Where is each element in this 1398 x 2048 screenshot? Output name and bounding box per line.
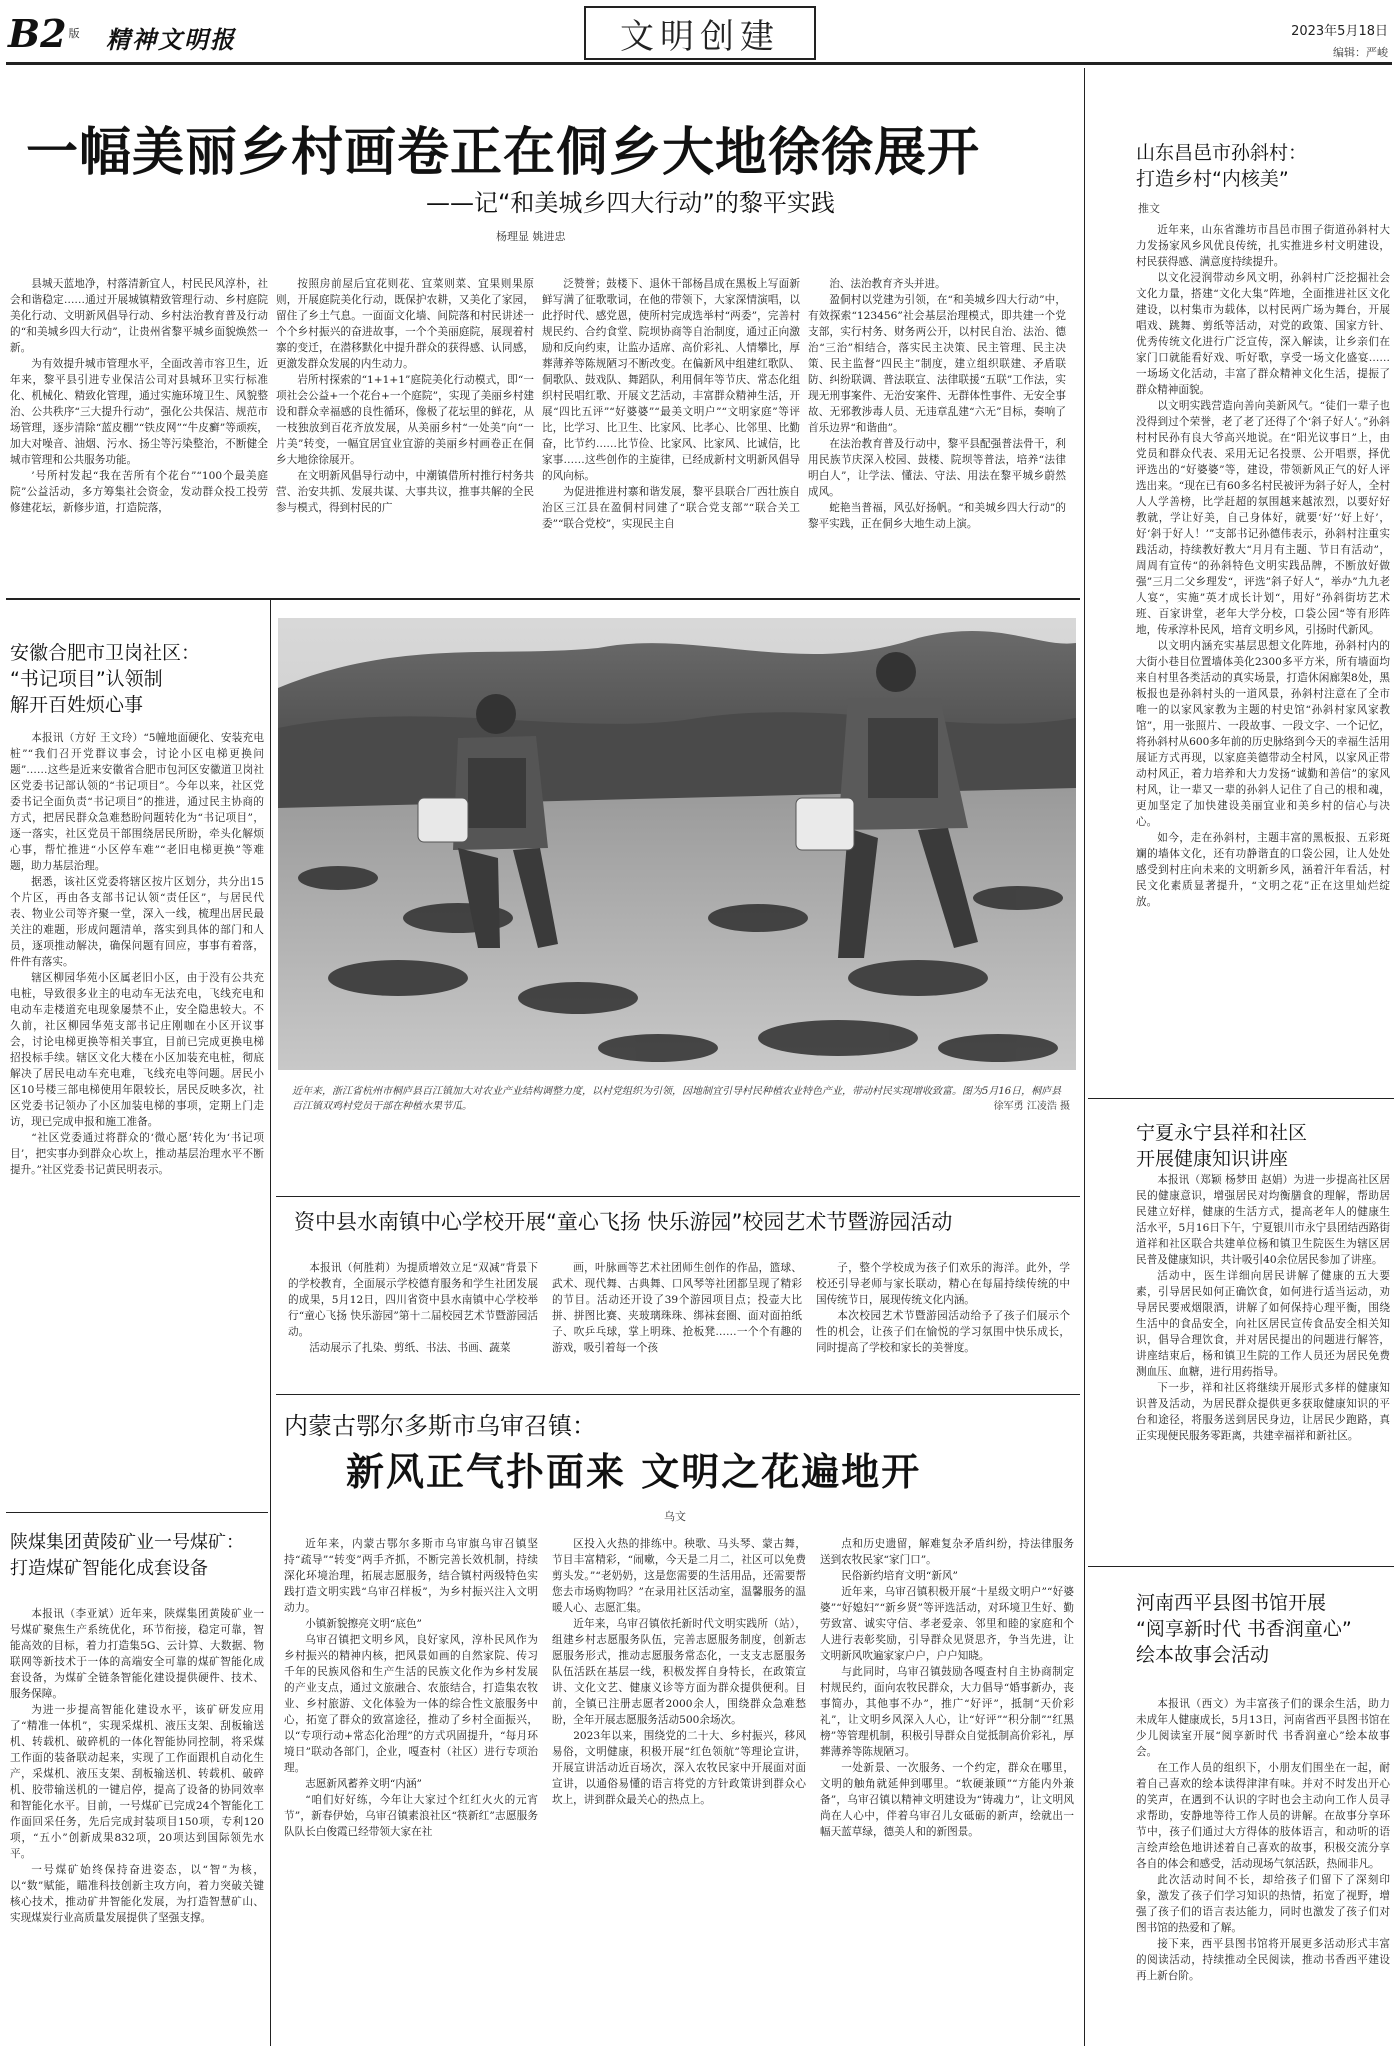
paragraph: 本报讯（何胜莉）为提质增效立足“双减”背景下的学校教育，全面展示学校德育服务和学生社团发展的成果，5月12日，四川省资中县水南镇中心学校举行“童心飞扬 快乐游园”第十二届校园艺术节暨游园活动。 bbox=[288, 1262, 538, 1338]
paragraph: 民俗新约培育文明“新风” bbox=[841, 1570, 958, 1582]
paragraph: 以文明内涵充实基层思想文化阵地，孙斜村内的大街小巷目位置墙体美化2300多平方米，所有墙面均来自村里各类活动的真实场景，打造休闲廊架8处，黑板报也是孙斜村头的一道风景，孙斜村注意在了全市唯一的以家风家教为主题的村史馆“孙斜村家风家教馆”，用一张照片、一段故事、一段文字、一个记忆，将孙斜村从600多年前的历史脉络到今天的幸福生活用展证方式再现，以家庭美德带动全村风，以家风正带动村风正，着力培养和大力发扬“诚勤和善信”的家风村风，让一辈又一辈的孙斜人记住了自己的根和魂，更加坚定了加快建设美丽宜业和美乡村的信心与决心。 bbox=[1136, 640, 1390, 828]
paragraph: 在法治教育普及行动中，黎平县配强普法骨干，利用民族节庆深入校园、鼓楼、院坝等普法，培养“法律明白人”，让学法、懂法、守法、用法在黎平城乡蔚然成风。 bbox=[808, 438, 1066, 498]
school-col-3 bbox=[816, 1260, 1070, 1386]
paragraph: 活动中，医生详细向居民讲解了健康的五大要素，引导居民如何正确饮食，如何进行适当运动，劝导居民要戒烟限酒，讲解了如何保持心理平衡，围绕生活中的食品安全，向社区居民宣传食品安全相关知识，倡导合理饮食，并对居民提出的问题进行解答，讲座结束后，杨和镇卫生院的工作人员还为居民免费测血压、血糖，进行用药指导。 bbox=[1136, 1270, 1390, 1378]
paragraph: 在文明新风倡导行动中，中潮镇借所村推行村务共营、治安共抓、发展共谋、大事共议，推事共解的全民参与模式，得到村民的广 bbox=[276, 470, 534, 514]
paragraph: 在工作人员的组织下，小朋友们围坐在一起，耐着自己喜欢的绘本读得津津有味。并对不时发出开心的笑声，在遇到不认识的字时也会主动向工作人员寻求帮助，安静地等待工作人员的讲解。在故事分享环节中，孩子们通过大方得体的肢体语言，和动听的语言绘声绘色地讲述着自己喜欢的故事，积极交流分享各自的体会和感受，活动现场气氛活跃，热闹非凡。 bbox=[1136, 1762, 1390, 1870]
left-column-divider bbox=[270, 600, 271, 2046]
sidebar-top-title: 山东昌邑市孙斜村： 打造乡村“内核美” bbox=[1136, 142, 1308, 190]
header-rule bbox=[6, 62, 1392, 65]
paragraph: 本报讯（李亚斌）近年来，陕煤集团黄陵矿业一号煤矿聚焦生产系统优化，环节衔接，稳定可靠，智能高效的目标，着力打造集5G、云计算、大数据、物联网等新技术于一体的高端安全可靠的煤矿智能化成套设备，为煤矿全链条智能化建设提供硬件、技术、服务保障。 bbox=[10, 1608, 264, 1700]
school-col-2 bbox=[552, 1260, 802, 1386]
mongolia-col-3 bbox=[820, 1536, 1074, 2040]
sidebar-bot-body bbox=[1136, 1696, 1390, 2040]
paragraph: 蛇艳当普福，风弘好扬帆。“和美城乡四大行动”的黎平实践，正在侗乡大地生动上演。 bbox=[808, 502, 1066, 530]
paragraph: 乌审召镇把文明乡风，良好家风，淳朴民风作为乡村振兴的精神内核，把风景如画的自然家院、传习千年的民族风俗和生产生活的民族文化作为乡村发展的产业支点，通过文旅融合、农旅结合，打造集农牧业、乡村旅游、文化体验为一体的综合性文旅服务中心，拓宽了群众的致富途径，推动了乡村全面振兴，以“专项行动+常态化治理”的方式巩固提升，“每月环境日”联动各部门，企业，嘎查村（社区）进行专项治理。 bbox=[284, 1634, 538, 1774]
paragraph: 如今，走在孙斜村，主题丰富的黑板报、五彩斑斓的墙体文化，还有功静谐直的口袋公园，让人处处感受到村庄向未来的文明新乡风，涵着汗年看活，村民文化素质显著提升，“文明之花”正在这里灿烂绽放。 bbox=[1136, 832, 1390, 908]
paragraph: 2023年以来，围绕党的二十大、乡村振兴，移风易俗，文明健康，积极开展“红色领航”等理论宣讲，开展宣讲活动近百场次，深入农牧民家中开展面对面宣讲，以通俗易懂的语言将党的方针政策讲到群众心坎上，讲到群众最关心的热点上。 bbox=[552, 1730, 806, 1806]
paragraph: 岩所村探索的“1+1+1”庭院美化行动模式，即“一项社会公益+一个花台+一个庭院”，实现了美丽乡村建设和群众幸福感的良性循环，像极了花坛里的鲜花，从一枝独放到百花齐放发展，从美丽乡村“一处美”向“一片美”转变，一幅宜居宜业宜游的美丽乡村画卷正在侗乡大地徐徐展开。 bbox=[276, 374, 534, 466]
paragraph: 活动展示了扎染、剪纸、书法、书画、蔬菜 bbox=[309, 1342, 511, 1354]
paragraph: 近年来，乌审召镇依托新时代文明实践所（站），组建乡村志愿服务队伍，完善志愿服务制度，创新志愿服务形式，推动志愿服务常态化，一支支志愿服务队伍活跃在基层一线，积极发挥自身特长，在政策宣讲、文化文艺、健康义诊等方面为群众提供便利。目前，全镇已注册志愿者2000余人，围绕群众急难愁盼，全年开展志愿服务活动500余场次。 bbox=[552, 1618, 806, 1726]
sidebar-bot-title: 河南西平县图书馆开展 “阅享新时代 书香润童心” 绘本故事会活动 bbox=[1136, 1592, 1352, 1666]
paragraph: 为进一步提高智能化建设水平，该矿研发应用了“精准一体机”，实现采煤机、液压支架、刮板输送机、转载机、破碎机的一体化智能协同控制，将采煤工作面的装备联动起来，实现了工作面跟机自动化生产，采煤机、液压支架、刮板输送机、转载机、破碎机、胶带输送机的一键启停，提高了设备的协同效率和智能化水平。目前，一号煤矿已完成24个智能化工作面回采任务，先后完成封装项目150项，专利120项，“五小”创新成果832项，20项达到国际领先水平。 bbox=[10, 1704, 264, 1860]
paragraph: 子，整个学校成为孩子们欢乐的海洋。此外，学校还引导老师与家长联动，精心在每届持续传统的中国传统节日，展现传统文化内涵。 bbox=[816, 1262, 1070, 1306]
paragraph: 治、法治教育齐头并进。 bbox=[829, 278, 946, 290]
paragraph: 本报讯（郑颖 杨梦田 赵娟）为进一步提高社区居民的健康意识，增强居民对均衡膳食的理解，帮助居民建立好样，健康的生活方式，提高老年人的健康生活水平，5月16日下午，宁夏银川市永宁县团结西路街道祥和社区联合共建单位杨和镇卫生院医生为辖区居民普及健康知识，共计吸引40余位居民参加了讲座。 bbox=[1136, 1174, 1390, 1266]
school-col-1 bbox=[288, 1260, 538, 1386]
mongolia-headline: 新风正气扑面来 文明之花遍地开 bbox=[346, 1450, 922, 1494]
article-text bbox=[284, 1536, 538, 1840]
paragraph: 画，叶脉画等艺术社团师生创作的作品，篮球、武术、现代舞、古典舞、口风琴等社团都呈现了精彩的节目。活动还开设了39个游园项目点；投壶大比拼、拼图比赛、夹玻璃珠珠、绑袜套圈、面对面拍纸子、吹乒乓球，掌上明珠、抢板凳……一个个有趣的游戏，吸引着每一个孩 bbox=[552, 1262, 802, 1354]
issue-date: 2023年5月18日 bbox=[1291, 24, 1388, 39]
paragraph: 为有效提升城市管理水平，全面改善市容卫生，近年来，黎平县引进专业保洁公司对县城环卫实行标准化、机械化、精致化管理，通过实施环境卫生、风貌整治、公共秩序“三大提升行动”，强化公共保洁、规范市场管理，逐步清除“蓝皮棚”“铁皮网”“牛皮癣”等顽疾，加大对噪音、油烟、污水、扬尘等污染整治，不断健全城市管理和公共服务功能。 bbox=[10, 358, 268, 466]
feature-photo bbox=[278, 618, 1076, 1070]
lead-byline: 杨理显 姚进忠 bbox=[496, 230, 566, 243]
left-top-rule bbox=[6, 1512, 268, 1513]
article-text bbox=[10, 730, 264, 1178]
editor-credit: 编辑：严峻 bbox=[1333, 46, 1388, 59]
paragraph: 点和历史遗留，解难复杂矛盾纠纷，持法律服务送到农牧民家“家门口”。 bbox=[820, 1538, 1074, 1566]
article-text bbox=[1136, 222, 1390, 910]
school-bottom-rule bbox=[276, 1394, 1080, 1395]
paragraph: 县城天蓝地净，村落清新宜人，村民民风淳朴，社会和谐稳定……通过开展城镇精致管理行动、乡村庭院美化行动、文明新风倡导行动、乡村法治教育普及行动的“和美城乡四大行动”，让贵州省黎平城乡面貌焕然一新。 bbox=[10, 278, 268, 354]
paragraph: 按照房前屋后宜花则花、宜菜则菜、宜果则果原则，开展庭院美化行动，既保护农耕，又美化了家园，留住了乡土气息。一面面文化墙、间院落和村民讲述一个个乡村振兴的奋进故事，一个个美丽庭院，展现着村寨的变迁，在潜移默化中提升群众的获得感、认同感，更激发群众发展的内生动力。 bbox=[276, 278, 534, 370]
school-headline: 资中县水南镇中心学校开展“童心飞扬 快乐游园”校园艺术节暨游园活动 bbox=[294, 1210, 953, 1234]
article-text bbox=[542, 276, 800, 532]
mongolia-byline: 乌文 bbox=[664, 1510, 686, 1523]
paragraph: 一号煤矿始终保持奋进姿态，以“智”为核，以“数”赋能，瞄准科技创新主攻方向，着力突破关键核心技术，推动矿井智能化发展，为打造智慧矿山、实现煤炭行业高质量发展提供了坚强支撑。 bbox=[10, 1864, 264, 1924]
paragraph: 此次活动时间不长，却给孩子们留下了深刻印象，激发了孩子们学习知识的热情，拓宽了视野，增强了孩子们的语言表达能力，同时也激发了孩子们对图书馆的热爱和了解。 bbox=[1136, 1874, 1390, 1934]
paragraph: 下一步，祥和社区将继续开展形式多样的健康知识普及活动，为居民群众提供更多获取健康知识的平台和途径，将服务送到居民身边，让居民少跑路，真正实现便民服务零距离，共建幸福祥和新社区。 bbox=[1136, 1382, 1390, 1442]
article-text bbox=[1136, 1696, 1390, 1984]
left-bot-body bbox=[10, 1606, 264, 2040]
lead-col-1 bbox=[10, 276, 268, 546]
left-top-body bbox=[10, 730, 264, 1416]
paragraph: 辖区柳园华苑小区属老旧小区，由于没有公共充电桩，导致很多业主的电动车无法充电，飞线充电和电动车走楼道充电现象屡禁不止，安全隐患较大。不久前，社区柳园华苑支部书记庄刚咖在小区开议事会，讨论电梯更换等相关事宜，目前已完成更换电梯招投标手续。辖区文化大楼在小区加装充电桩，彻底解决了居民电动车充电难，飞线充电等问题。居民小区10号楼三部电梯使用年限较长，居民反映多次，社区党委书记领办了小区加装电梯的事项，定期上门走访，现已完成申报和施工准备。 bbox=[10, 972, 264, 1128]
farm-workers-photo bbox=[278, 618, 1076, 1070]
lead-subhead: ——记“和美城乡四大行动”的黎平实践 bbox=[426, 189, 835, 217]
paragraph: 据悉，该社区党委将辖区按片区划分，共分出15个片区，再由各支部书记认领“责任区”，与居民代表、物业公司等齐聚一堂，深入一线，梳理出居民最关注的难题，形成问题清单，落实到具体的部门和人员，逐项推动解决，确保问题有回应，事事有着落，件件有落实。 bbox=[10, 876, 264, 968]
photo-credit: 徐军勇 江凌浩 摄 bbox=[993, 1101, 1070, 1112]
mongolia-col-2 bbox=[552, 1536, 806, 2040]
mongolia-col-1 bbox=[284, 1536, 538, 2040]
article-text bbox=[552, 1536, 806, 1808]
lead-bottom-rule bbox=[6, 598, 1080, 600]
paragraph: 接下来，西平县图书馆将开展更多活动形式丰富的阅读活动，持续推动全民阅读，推动书香西平建设再上新台阶。 bbox=[1136, 1938, 1390, 1982]
article-text bbox=[552, 1260, 802, 1356]
article-text bbox=[816, 1260, 1070, 1356]
sidebar-divider bbox=[1084, 68, 1085, 2046]
article-text bbox=[808, 276, 1066, 532]
paragraph: 近年来，山东省潍坊市昌邑市围子街道孙斜村大力发扬家风乡风优良传统，扎实推进乡村文明建设，村民获得感、满意度持续提升。 bbox=[1136, 224, 1390, 268]
sidebar-top-body bbox=[1136, 222, 1390, 1074]
paragraph: 以文明实践营造向善向美新风气。“徒们一辈子也没得到过个荣誉，老了老了还得了个‘斜子好人’。”孙斜村村民孙有良大爷高兴地说。在“阳光议事日”上，由党员和群众代表、采用无记名投票、公开唱票，择优评选出的“好婆婆”等，建设，带领新风正气的好人评选出来。“现在已有60多名村民被评为斜子好人，全村人人学善榜，比学赶超的氛围越来越浓烈，以要好好教就，学让好美，自己身体好，就要‘好’‘好上好’，好‘斜于好人！’”支部书记孙德伟表示，孙斜村注重实践活动，持续教好教大“月月有主题、节日有活动”，周周有宣传“的孙斜特色文明实践品牌，不断放好做强”三月二父乡理发“，评选”斜子好人“，举办”九九老人宴“，实施”英才成长计划“，用好”孙斜街坊艺术班、百家讲堂，老年大学分校，口袋公园“等有形阵地，传承淳朴民风，培育文明乡风，引扬时代新风。 bbox=[1136, 400, 1390, 636]
paragraph: 为促进推进村寨和谐发展，黎平县联合厂西壮族自治区三江县在盈侗村同建了“联合党支部”“联合关工委”“联合党校”，实现民主自 bbox=[542, 486, 800, 530]
mongolia-kicker: 内蒙古鄂尔多斯市乌审召镇： bbox=[284, 1412, 596, 1440]
article-text bbox=[10, 276, 268, 516]
paragraph: 本报讯（方好 王文玲）“5幢地面硬化、安装充电桩”“我们召开党群议事会，讨论小区电梯更换问题”……这些是近来安徽省合肥市包河区安徽道卫岗社区党委书记部认领的“书记项目”。今年以来，社区党委书记全面负责“书记项目”的推进，通过民主协商的方式，把居民群众急难愁盼问题转化为“书记项目”，逐一落实，社区党员干部围绕居民所盼，牵头化解烦心事，帮忙推进“小区停车难”“老旧电梯更换”等难题，助力基层治理。 bbox=[10, 732, 264, 872]
paragraph: 本次校园艺术节暨游园活动给予了孩子们展示个性的机会，让孩子们在愉悦的学习氛围中快乐成长，同时提高了学校和家长的美誉度。 bbox=[816, 1310, 1070, 1354]
paragraph: 小镇新貌擦亮文明“底色” bbox=[305, 1618, 422, 1630]
paragraph: 以文化浸润带动乡风文明，孙斜村广泛挖掘社会文化力量，搭建“文化大集”阵地，全面推进社区文化建设，以村集市为载体，以村民两广场为舞台，开展唱戏、跳舞、剪纸等活动，对党的政策、国家方针、优秀传统文化进行广泛宣传，深入解读，让乡亲们在家门口就能看好戏、听好歌，享受一场文化盛宴……一场场文化活动，丰富了群众精神文化生活，提振了群众精神面貌。 bbox=[1136, 272, 1390, 396]
lead-headline: 一幅美丽乡村画卷正在侗乡大地徐徐展开 bbox=[26, 123, 981, 183]
lead-col-3 bbox=[542, 276, 800, 546]
paragraph: 盈侗村以党建为引领，在“和美城乡四大行动”中，有效探索“123456”社会基层治理模式，即共建一个党支部，实行村务、财务两公开，以村民自治、法治、德治“三治”相结合，落实民主决策、民主管理、民主决策、民主监督“四民主”制度，建立组织联建、矛盾联防、纠纷联调、普法联宣、法律联援“五联”工作法，实现无刑事案件、无治安案件、无群体性事件、无安全事故、无邪教涉毒人员、无违章乱建“六无”目标，奏响了首乐边界“和谐曲”。 bbox=[808, 294, 1066, 434]
article-text bbox=[820, 1536, 1074, 1840]
section-title: 文明创建 bbox=[584, 6, 816, 60]
article-text bbox=[10, 1606, 264, 1926]
paragraph: 一处新景、一次服务、一个约定，群众在哪里，文明的触角就延伸到哪里。“软硬兼顾”“方能内外兼备”，乌审召镇以精神文明建设为“铸魂力”，让文明风尚在人心中，伴着乌审召儿女砥砺的新声，绘就出一幅天蓝草绿，德美人和的新图景。 bbox=[820, 1762, 1074, 1838]
photo-caption: 近年来，浙江省杭州市桐庐县百江镇加大对农业产业结构调整力度，以村党组织为引领，因地制宜引导村民种植农业特色产业，带动村民实现增收致富。图为5月16日，桐庐县百江镇双鸡村党员干部在种植水果节瓜。 徐军勇 江凌浩 摄 bbox=[292, 1086, 1070, 1112]
left-top-title: 安徽合肥市卫岗社区： “书记项目”认领制 解开百姓烦心事 bbox=[10, 642, 201, 716]
lead-col-4 bbox=[808, 276, 1066, 546]
school-top-rule bbox=[276, 1196, 1080, 1197]
paragraph: 近年来，乌审召镇积极开展“十星级文明户”“好婆婆”“好媳妇”“新乡贤”等评选活动，对环境卫生好、勤劳致富、诚实守信、孝老爱亲、邻里和睦的家庭和个人进行表彰奖励，引导群众见贤思齐，争当先进，让文明新风吹遍家家户户，户户知晓。 bbox=[820, 1586, 1074, 1662]
sidebar-top-author: 推文 bbox=[1138, 202, 1160, 215]
paragraph: 本报讯（西文）为丰富孩子们的课余生活，助力未成年人健康成长，5月13日，河南省西平县图书馆在少儿阅读室开展“阅享新时代 书香润童心”绘本故事会。 bbox=[1136, 1698, 1390, 1758]
paragraph: 近年来，内蒙古鄂尔多斯市乌审旗乌审召镇坚持“疏导”“转变”两手齐抓，不断完善长效机制，持续深化环境治理，拓展志愿服务，结合镇村两级特色实践打造文明实践“乌审召样板”，为乡村振兴注入文明动力。 bbox=[284, 1538, 538, 1614]
sidebar-top-rule bbox=[1088, 1098, 1394, 1099]
paragraph: “咱们好好练，今年让大家过个红红火火的元宵节”，新春伊始，乌审召镇素浪社区“筷新红”志愿服务队队长白俊霞已经带领大家在社 bbox=[284, 1794, 538, 1838]
masthead-logo: 精神文明报 bbox=[106, 25, 236, 54]
paragraph: 区投入火热的排练中。秧歌、马头琴、蒙古舞，节目丰富精彩，“闹嗽，今天是二月二，社区可以免费剪头发。”“老奶奶，这是您需要的生活用品，还需要帮您去市场购物吗？”在录用社区活动室，温馨服务的温暖人心、志愿汇集。 bbox=[552, 1538, 806, 1614]
page-header bbox=[0, 0, 1398, 68]
page-code: B2 版 bbox=[8, 11, 80, 56]
article-text bbox=[276, 276, 534, 516]
paragraph: 志愿新风蓄养文明“内涵” bbox=[305, 1778, 422, 1790]
paragraph: 泛赞誉；鼓楼下、退休干部杨昌成在黑板上写面新鲜写满了征歌歌词，在他的带领下，大家深情演唱，以此抒时代、感党恩，使所村完成选举村“两委”，完善村规民约、合约食堂、院坝协商等自治制度，通过正向激励和反向约束，让监办适席、高价彩礼、人情攀比，厚葬薄养等陈规陋习不断改变。在偏新风中组建红歌队、侗歌队、鼓戏队、舞蹈队，利用侗年等节庆、常态化组织村民唱红歌、开展文艺活动，丰富群众精神生活，开展“四比五评”“好婆婆”“最美文明户”“文明家庭”等评比，比学习、比卫生、比家风、比孝心、比邻里、比勤奋，比节约……比节俭、比家风、比家风、比诚信，比家事……这些创作的主旋律，已经成新村文明新风倡导的风向标。 bbox=[542, 278, 800, 482]
paragraph: ’号所村发起“我在苦所有个花台”“100个最美庭院”公益活动，多方筹集社会资金，发动群众投工投劳修建花坛，新修步道，打造院落， bbox=[10, 470, 268, 514]
lead-col-2 bbox=[276, 276, 534, 546]
sidebar-mid-title: 宁夏永宁县祥和社区 开展健康知识讲座 bbox=[1136, 1122, 1308, 1170]
paragraph: 与此同时，乌审召镇鼓励各嘎查村自主协商制定村规民约，面向农牧民群众，大力倡导“婚事新办，丧事简办，其他事不办”，推广“好评”，抵制“天价彩礼”，让文明乡风深入人心，让“好评”“积分制”“红黑榜”等管理机制，积极引导群众自觉抵制高价彩礼，厚葬薄养等陈规陋习。 bbox=[820, 1666, 1074, 1758]
article-text bbox=[1136, 1172, 1390, 1444]
left-bot-title: 陕煤集团黄陵矿业一号煤矿： 打造煤矿智能化成套设备 bbox=[10, 1532, 244, 1579]
sidebar-mid-rule bbox=[1088, 1566, 1394, 1567]
article-text bbox=[288, 1260, 538, 1356]
sidebar-mid-body bbox=[1136, 1172, 1390, 1532]
paragraph: “社区党委通过将群众的‘微心愿’转化为‘书记项目’，把实事办到群众心坎上，推动基层治理水平不断提升。”社区党委书记黄民明表示。 bbox=[10, 1132, 264, 1176]
page-suffix: 版 bbox=[68, 27, 80, 40]
